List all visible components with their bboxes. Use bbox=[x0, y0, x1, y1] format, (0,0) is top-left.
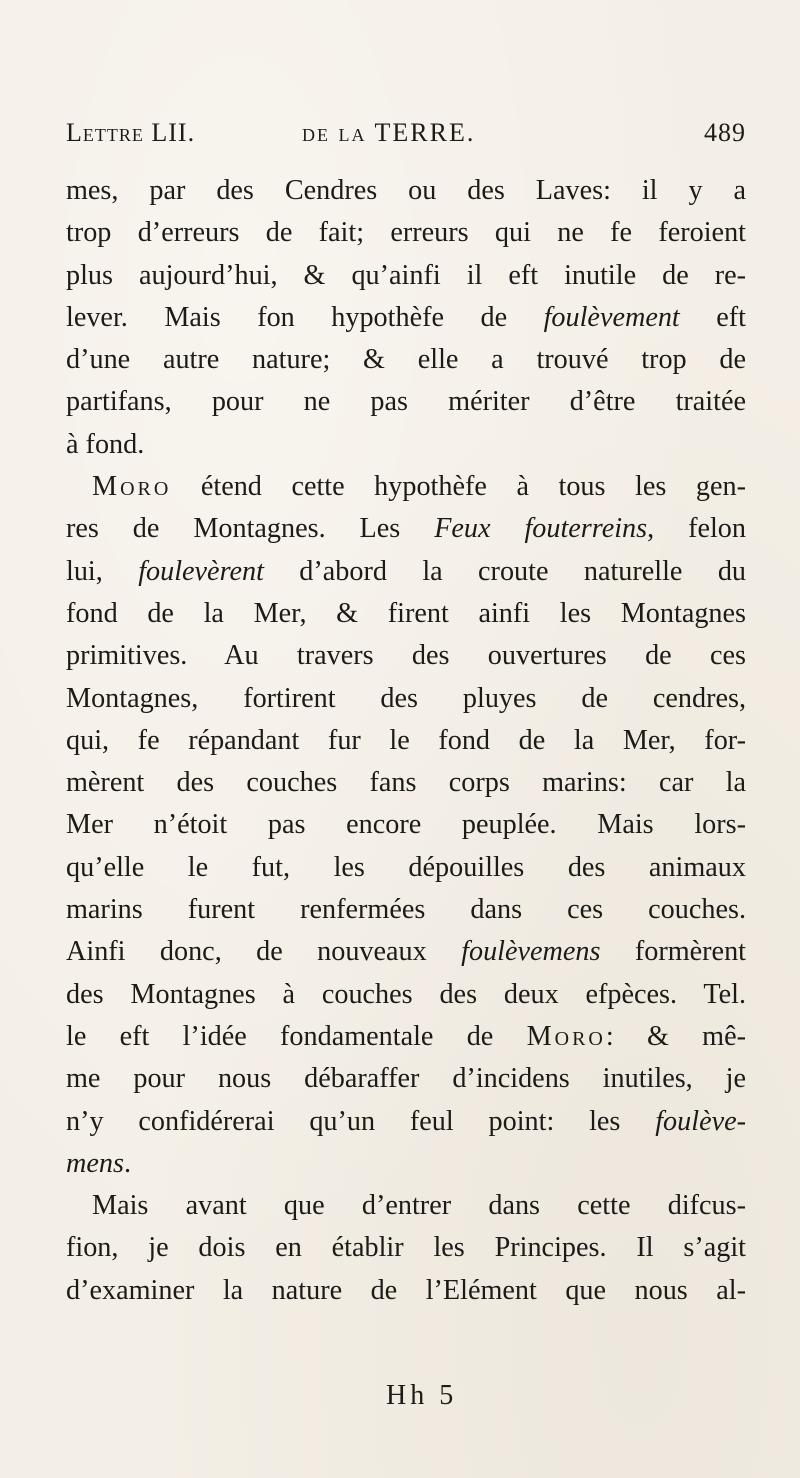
text-segment: à fond. bbox=[66, 428, 145, 460]
text-segment: Montagnes, fortirent des pluyes de cendres, bbox=[66, 682, 746, 714]
text-segment: eft bbox=[679, 301, 746, 333]
text-segment: me pour nous débaraffer d’incidens inutiles, je bbox=[66, 1063, 746, 1095]
text-segment: marins furent renfermées dans ces couches. bbox=[66, 894, 746, 926]
text-segment: d’une autre nature; & elle a trouvé trop de bbox=[66, 344, 746, 376]
text-segment: , felon bbox=[647, 513, 746, 545]
text-line bbox=[66, 212, 746, 254]
text-segment: res de Montagnes. Les bbox=[66, 513, 435, 545]
text-segment: Mais avant que d’entrer dans cette difcus- bbox=[92, 1190, 746, 1222]
italic-text: foulèvement bbox=[543, 301, 680, 333]
text-line bbox=[66, 931, 746, 973]
running-header bbox=[66, 118, 746, 158]
text-line bbox=[66, 255, 746, 297]
page-number: 489 bbox=[704, 118, 746, 147]
italic-text: foulevèrent bbox=[138, 555, 264, 587]
text-line bbox=[66, 1143, 746, 1185]
text-line bbox=[66, 593, 746, 635]
text-segment: d’abord la croute naturelle du bbox=[263, 555, 747, 587]
text-line bbox=[66, 635, 746, 677]
text-segment: fion, je dois en établir les Principes. Il s’agit bbox=[66, 1232, 746, 1264]
text-line bbox=[66, 1016, 746, 1058]
text-segment: formèrent bbox=[600, 936, 746, 968]
italic-text: foulève- bbox=[655, 1105, 746, 1137]
text-segment: le eft l’idée fondamentale de bbox=[66, 1020, 527, 1052]
text-segment: d’examiner la nature de l’Elément que nous al- bbox=[66, 1274, 746, 1306]
text-segment: mèrent des couches fans corps marins: car la bbox=[66, 767, 746, 799]
text-line bbox=[66, 974, 746, 1016]
text-segment: Mer n’étoit pas encore peuplée. Mais lors- bbox=[66, 809, 746, 841]
text-segment: primitives. Au travers des ouvertures de ces bbox=[66, 640, 746, 672]
small-caps-name: Moro bbox=[92, 471, 172, 503]
italic-text: foulèvemens bbox=[461, 936, 601, 968]
text-segment: n’y confidérerai qu’un feul point: les bbox=[66, 1105, 656, 1137]
text-line bbox=[66, 720, 746, 762]
text-segment: . bbox=[123, 1147, 131, 1179]
small-caps-name: Moro bbox=[526, 1020, 606, 1052]
signature-mark: Hh 5 bbox=[386, 1380, 458, 1411]
text-line bbox=[66, 1270, 746, 1312]
text-line bbox=[66, 297, 746, 339]
text-line bbox=[66, 678, 746, 720]
text-segment: Ainfi donc, de nouveaux bbox=[66, 936, 462, 968]
text-line bbox=[66, 424, 746, 466]
text-segment: qu’elle le fut, les dépouilles des animaux bbox=[66, 851, 746, 883]
text-segment: : & mê- bbox=[605, 1020, 746, 1052]
text-line bbox=[66, 1101, 746, 1143]
header-letter-label: Lettre LII. bbox=[66, 118, 196, 147]
text-segment: partifans, pour ne pas mériter d’être traitée bbox=[66, 386, 746, 418]
text-segment: des Montagnes à couches des deux efpèces. Tel. bbox=[66, 978, 746, 1010]
text-line bbox=[66, 466, 746, 508]
text-line bbox=[66, 847, 746, 889]
text-line bbox=[66, 1185, 746, 1227]
italic-text: mens bbox=[66, 1147, 124, 1179]
body-text bbox=[66, 170, 746, 1312]
text-line bbox=[66, 381, 746, 423]
italic-text: Feux fouterreins bbox=[434, 513, 648, 545]
text-segment: lui, bbox=[66, 555, 139, 587]
text-line bbox=[66, 804, 746, 846]
text-segment: qui, fe répandant fur le fond de la Mer, for- bbox=[66, 724, 746, 756]
text-line bbox=[66, 551, 746, 593]
text-line bbox=[66, 508, 746, 550]
text-line bbox=[66, 1227, 746, 1269]
text-line bbox=[66, 339, 746, 381]
text-segment: mes, par des Cendres ou des Laves: il y a bbox=[66, 175, 746, 206]
text-segment: fond de la Mer, & firent ainfi les Montagnes bbox=[66, 597, 746, 629]
text-line bbox=[66, 170, 746, 212]
text-segment: étend cette hypothèfe à tous les gen- bbox=[171, 471, 746, 503]
text-line bbox=[66, 889, 746, 931]
text-segment: trop d’erreurs de fait; erreurs qui ne fe feroient bbox=[66, 217, 746, 249]
text-line bbox=[66, 762, 746, 804]
text-segment: lever. Mais fon hypothèfe de bbox=[66, 301, 544, 333]
text-segment: plus aujourd’hui, & qu’ainfi il eft inutile de re- bbox=[66, 259, 746, 291]
text-line bbox=[66, 1058, 746, 1100]
header-title: de la TERRE. bbox=[302, 118, 476, 147]
